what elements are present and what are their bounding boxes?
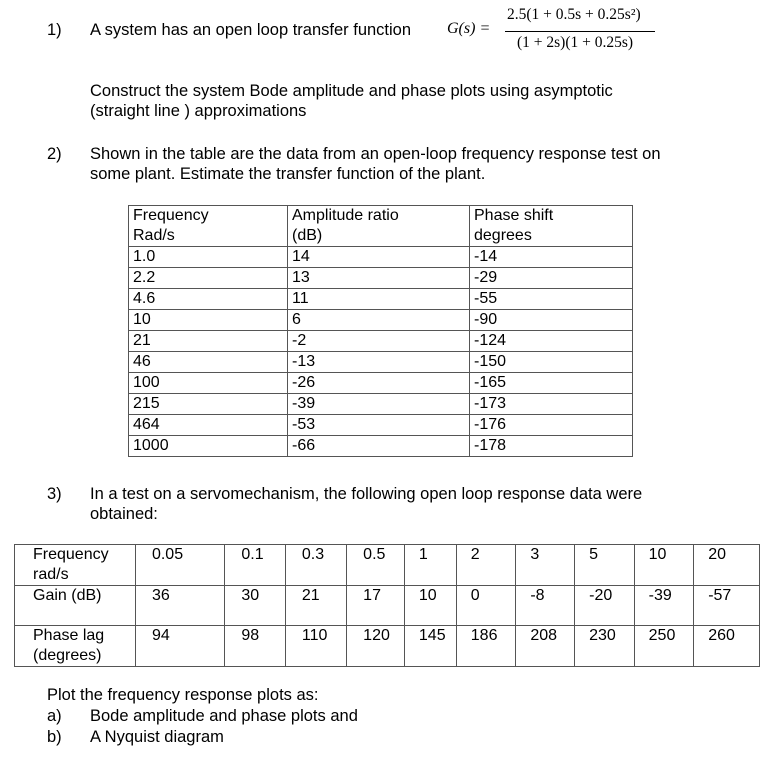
table-cell: 0.05 [135,545,224,586]
table-cell: 230 [575,626,635,667]
table-row [129,352,633,373]
table-row [129,247,633,268]
table-cell: -8 [516,586,575,626]
header-amplitude [288,206,470,247]
table-cell: 1000 [129,436,288,457]
table-cell: 120 [347,626,405,667]
table-cell: -29 [470,268,633,289]
q3-text-line2: obtained: [90,505,158,523]
table-cell: -13 [288,352,470,373]
q1-transfer-fraction [505,6,655,56]
cell-text: Amplitude ratio [292,207,399,224]
table-cell: 100 [129,373,288,394]
table-cell: 1.0 [129,247,288,268]
table-cell: 208 [516,626,575,667]
table-cell: 4.6 [129,289,288,310]
table-cell: -20 [575,586,635,626]
cell-text: Phase lag [33,627,105,644]
table-row-gain [15,586,760,626]
q2-text-line1: Shown in the table are the data from an open-loop frequency response test on [90,145,661,163]
cell-text: Phase shift [474,207,554,224]
table-cell: 2 [456,545,516,586]
table-cell: 145 [404,626,456,667]
q1-transfer-lhs: G(s) = [447,20,491,37]
table-cell: 260 [694,626,760,667]
table-cell: -178 [470,436,633,457]
table-cell: 10 [404,586,456,626]
table-cell: -39 [288,394,470,415]
table-cell: 1 [404,545,456,586]
table-row [129,268,633,289]
table-cell: 3 [516,545,575,586]
table-cell: 46 [129,352,288,373]
table-cell: 94 [135,626,224,667]
q1-numerator: 2.5(1 + 0.5s + 0.25s²) [507,6,641,23]
cell-text: Rad/s [133,227,175,244]
table-cell: -90 [470,310,633,331]
q1-denominator: (1 + 2s)(1 + 0.25s) [517,34,634,51]
table-cell: -26 [288,373,470,394]
q2-number: 2) [47,145,62,163]
table-cell: 98 [225,626,286,667]
cell-text: degrees [474,227,532,244]
q3-text-line1: In a test on a servomechanism, the following open loop response data were [90,485,643,503]
table-row [129,436,633,457]
table-cell: 21 [129,331,288,352]
cell-text: (dB) [292,227,323,244]
table-cell: 464 [129,415,288,436]
table-cell: -57 [694,586,760,626]
table-cell: -53 [288,415,470,436]
cell-text: (degrees) [33,647,102,664]
table-cell: 186 [456,626,516,667]
table-cell: 10 [634,545,694,586]
table-cell: 0 [456,586,516,626]
cell-text: Frequency [133,207,209,224]
fraction-bar [505,31,655,32]
row-label-frequency [15,545,136,586]
table-cell: -176 [470,415,633,436]
table-cell: -150 [470,352,633,373]
table-row [129,373,633,394]
table-cell: 11 [288,289,470,310]
cell-text: Frequency [33,546,109,563]
header-phase [470,206,633,247]
footer-item-a-text: Bode amplitude and phase plots and [90,707,358,725]
table-cell: -55 [470,289,633,310]
footer-instruction: Plot the frequency response plots as: [47,686,319,704]
table-cell: -14 [470,247,633,268]
cell-text: rad/s [33,566,69,583]
q1-text-line2: (straight line ) approximations [90,102,307,120]
table-row [129,310,633,331]
table-row-frequency [15,545,760,586]
table-cell: 6 [288,310,470,331]
table-cell: 17 [347,586,405,626]
row-label-phase [15,626,136,667]
q2-text-line2: some plant. Estimate the transfer function of the plant. [90,165,486,183]
row-label-gain: Gain (dB) [15,586,136,626]
table-row [129,331,633,352]
footer-item-b-marker: b) [47,728,62,746]
table-cell: 250 [634,626,694,667]
table-header-row [129,206,633,247]
table-cell: 13 [288,268,470,289]
table-row [129,415,633,436]
table-cell: 110 [285,626,346,667]
table-cell: 20 [694,545,760,586]
table-row [129,289,633,310]
servo-response-table [14,544,760,667]
table-cell: 215 [129,394,288,415]
table-cell: 14 [288,247,470,268]
plant-response-table [128,205,633,457]
q1-intro: A system has an open loop transfer function [90,21,412,39]
table-cell: -66 [288,436,470,457]
table-cell: 5 [575,545,635,586]
table-cell: -39 [634,586,694,626]
q3-number: 3) [47,485,62,503]
table-row-phase [15,626,760,667]
q1-number: 1) [47,21,62,39]
footer-item-b-text: A Nyquist diagram [90,728,224,746]
table-cell: 0.3 [285,545,346,586]
table-cell: 21 [285,586,346,626]
header-frequency [129,206,288,247]
table-cell: -2 [288,331,470,352]
table-cell: 2.2 [129,268,288,289]
footer-item-a-marker: a) [47,707,62,725]
table-cell: -124 [470,331,633,352]
table-row [129,394,633,415]
table-cell: 30 [225,586,286,626]
table-cell: -165 [470,373,633,394]
table-cell: 10 [129,310,288,331]
q1-text-line1: Construct the system Bode amplitude and phase plots using asymptotic [90,82,613,100]
table-cell: 0.5 [347,545,405,586]
table-cell: 36 [135,586,224,626]
table-cell: 0.1 [225,545,286,586]
table-cell: -173 [470,394,633,415]
